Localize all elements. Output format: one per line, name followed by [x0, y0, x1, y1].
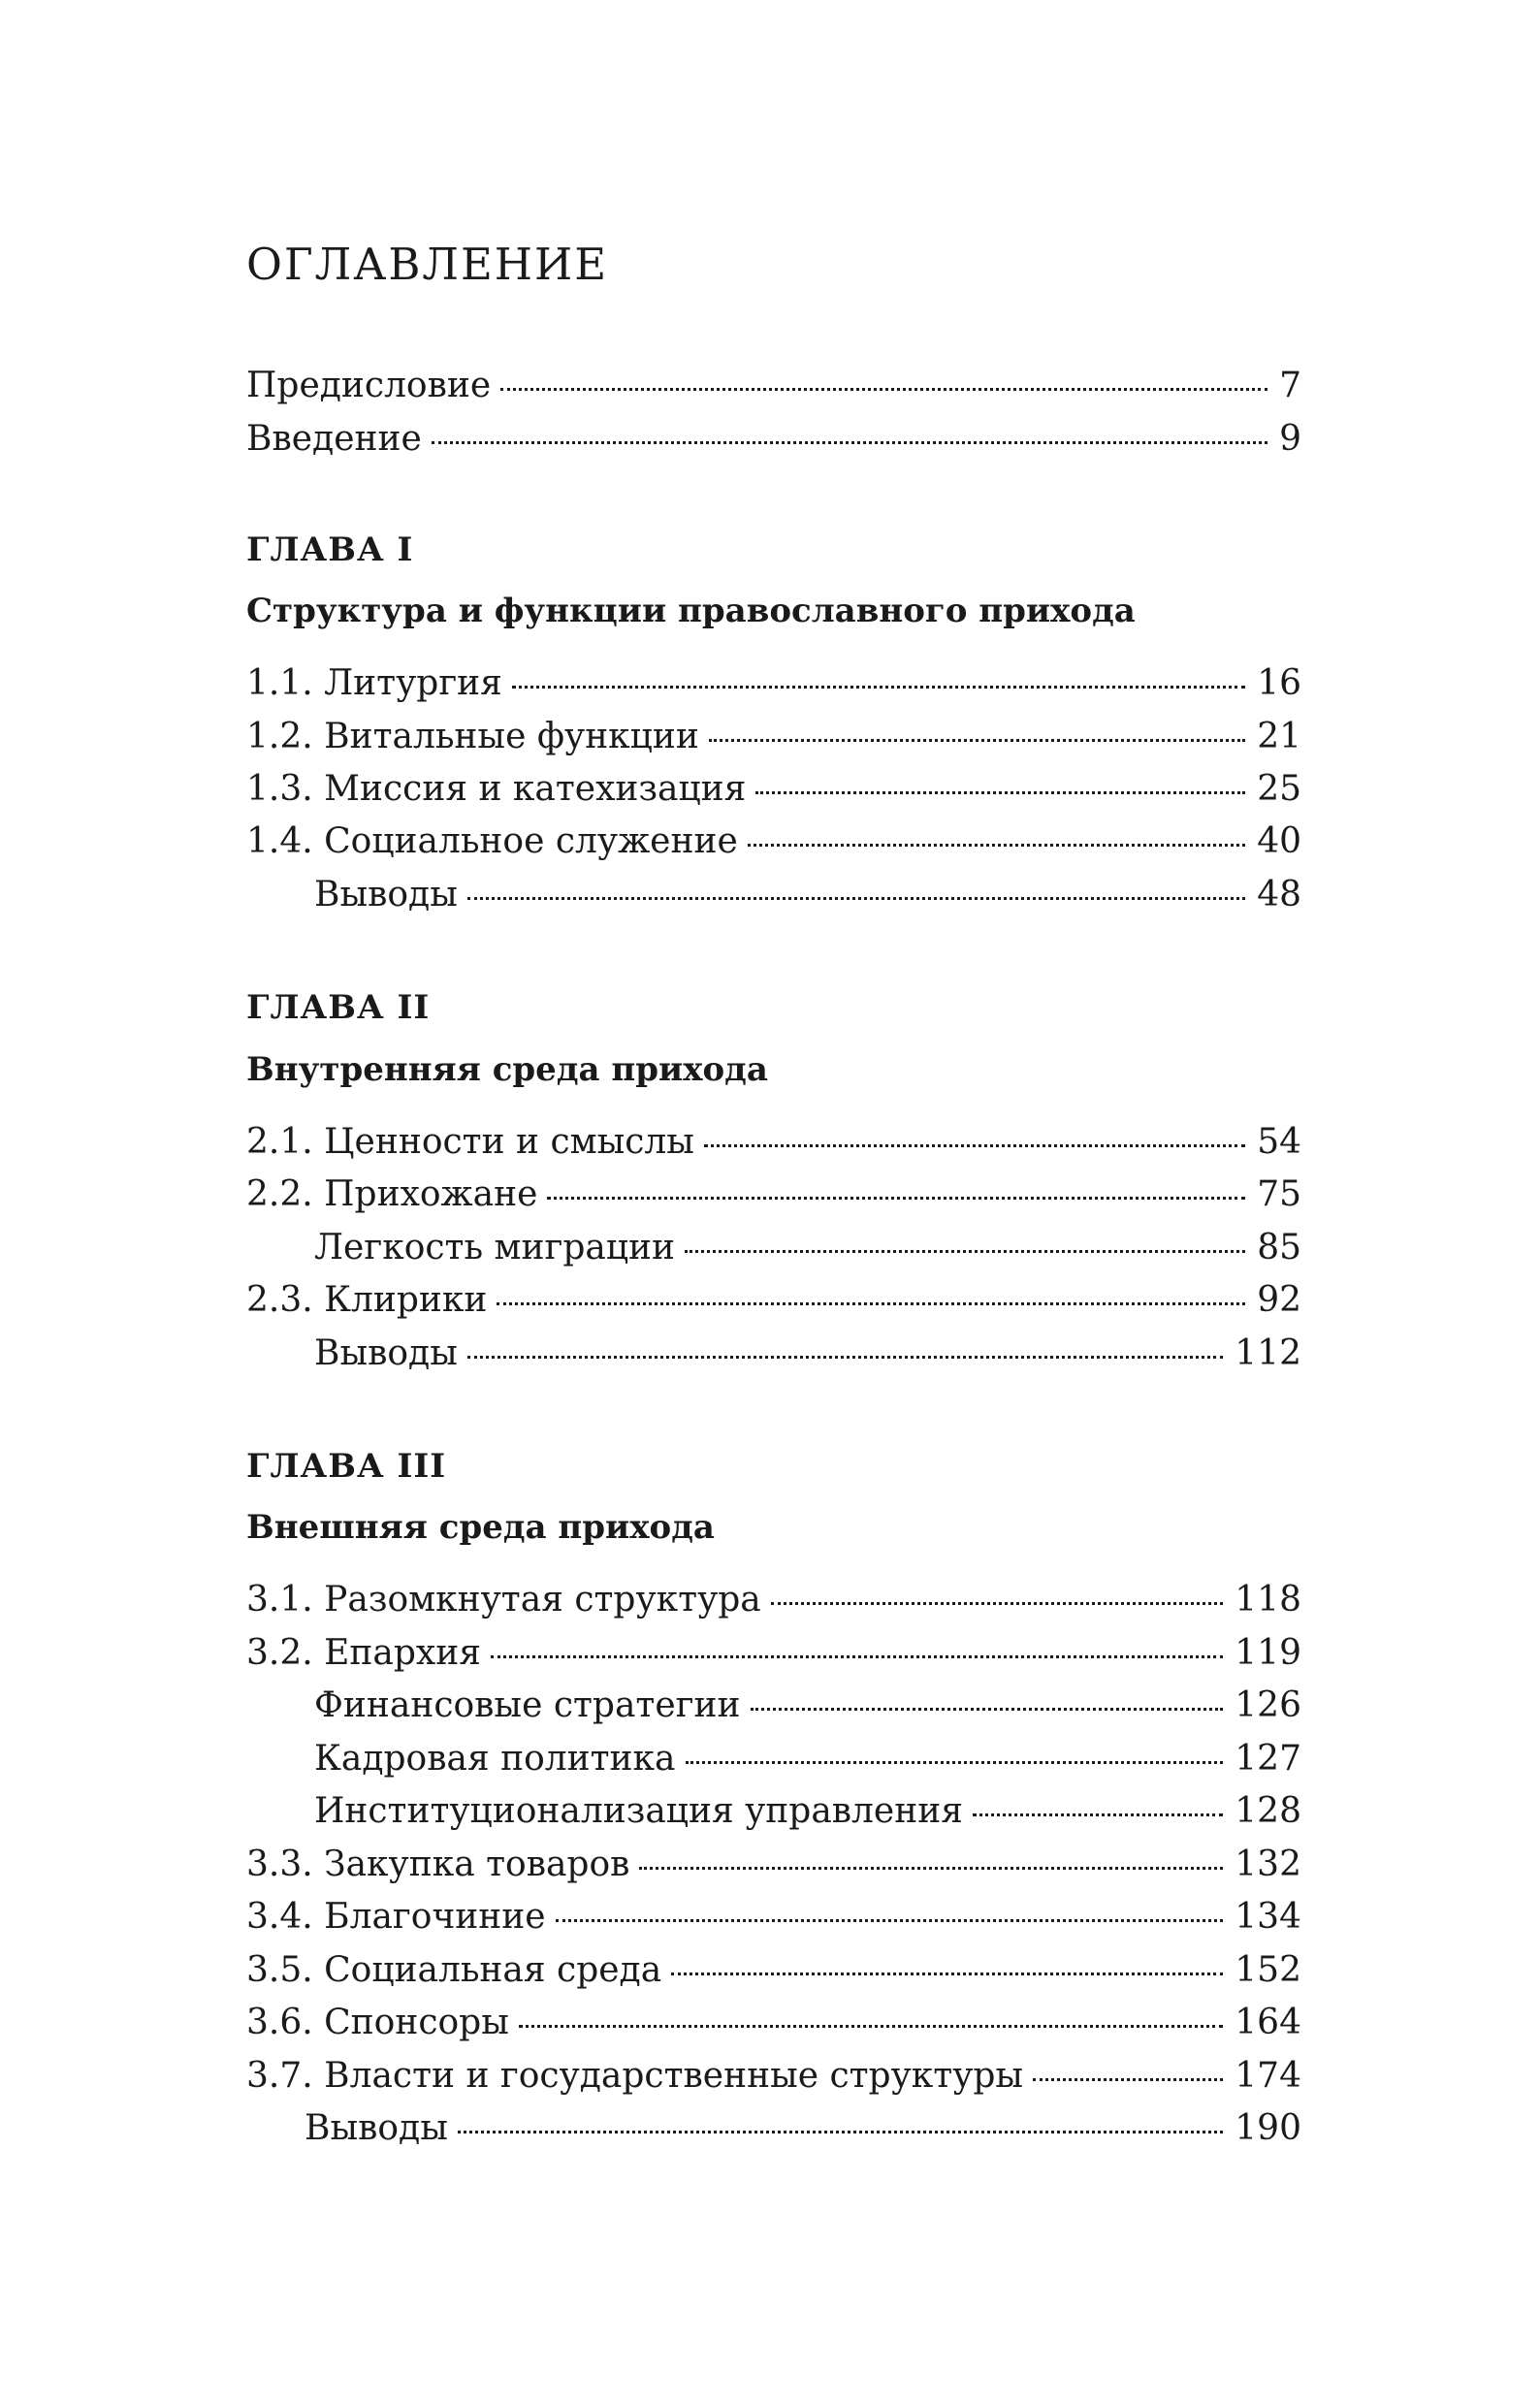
dot-leader	[771, 1602, 1224, 1605]
toc-entry[interactable]	[246, 1684, 1301, 1727]
dot-leader	[973, 1813, 1223, 1816]
chapter-title: Внешняя среда прихода	[246, 1508, 715, 1547]
toc-entry[interactable]	[246, 1579, 1301, 1621]
toc-entry-page: 174	[1235, 2056, 1301, 2096]
dot-leader	[467, 1356, 1223, 1359]
toc-entry[interactable]	[246, 2002, 1301, 2044]
toc-entry-label: 3.6. Спонсоры	[246, 2003, 509, 2042]
toc-entry[interactable]	[246, 1896, 1301, 1939]
toc-entry[interactable]	[246, 1949, 1301, 1992]
dot-leader	[709, 739, 1245, 742]
toc-entry-label: Финансовые стратегии	[314, 1685, 741, 1725]
toc-entry[interactable]	[246, 1332, 1301, 1375]
dot-leader	[547, 1197, 1245, 1200]
toc-entry-label: 3.3. Закупка товаров	[246, 1845, 630, 1884]
toc-entry-label: Выводы	[314, 1333, 458, 1373]
toc-entry[interactable]	[246, 2055, 1301, 2098]
chapter-label: ГЛАВА III	[246, 1447, 447, 1486]
toc-entry[interactable]	[246, 662, 1301, 705]
toc-entry-page: 164	[1235, 2003, 1301, 2042]
chapter-label: ГЛАВА I	[246, 530, 414, 569]
toc-entry-page: 92	[1257, 1280, 1301, 1320]
toc-entry[interactable]	[246, 1844, 1301, 1886]
chapter-label: ГЛАВА II	[246, 988, 431, 1027]
dot-leader	[704, 1144, 1245, 1147]
toc-entry-page: 126	[1235, 1685, 1301, 1725]
toc-entry-label: Выводы	[305, 2108, 448, 2148]
toc-entry-page: 85	[1257, 1228, 1301, 1267]
dot-leader	[519, 2025, 1223, 2028]
toc-entry-page: 132	[1235, 1845, 1301, 1884]
toc-entry-label: 3.5. Социальная среда	[246, 1950, 662, 1990]
dot-leader	[458, 2131, 1223, 2133]
dot-leader	[751, 1708, 1224, 1711]
toc-entry-page: 16	[1257, 663, 1301, 703]
toc-entry-page: 118	[1235, 1580, 1301, 1620]
dot-leader	[432, 441, 1267, 444]
toc-entry-page: 128	[1235, 1791, 1301, 1831]
dot-leader	[686, 1761, 1224, 1764]
toc-entry-label: 2.3. Клирики	[246, 1280, 488, 1320]
toc-entry-label: 2.1. Ценности и смыслы	[246, 1122, 694, 1162]
toc-entry[interactable]	[246, 1173, 1301, 1216]
toc-entry-label: Кадровая политика	[314, 1739, 676, 1779]
toc-entry-page: 152	[1235, 1950, 1301, 1990]
toc-entry[interactable]	[246, 768, 1301, 811]
dot-leader	[1033, 2078, 1223, 2081]
toc-entry-page: 54	[1257, 1122, 1301, 1162]
toc-entry-label: 3.1. Разомкнутая структура	[246, 1580, 761, 1620]
toc-entry-label: 3.2. Епархия	[246, 1633, 481, 1673]
dot-leader	[467, 897, 1245, 900]
toc-entry-label: 1.3. Миссия и катехизация	[246, 769, 747, 809]
toc-entry-label: Выводы	[314, 875, 458, 914]
chapter-title: Внутренняя среда прихода	[246, 1050, 768, 1089]
toc-entry[interactable]	[246, 874, 1301, 916]
toc-entry-label: Легкость миграции	[314, 1228, 676, 1267]
toc-entry-page: 112	[1235, 1333, 1301, 1373]
toc-entry-page: 119	[1235, 1633, 1301, 1673]
dot-leader	[491, 1655, 1223, 1658]
dot-leader	[500, 388, 1267, 391]
toc-entry[interactable]	[246, 1279, 1301, 1322]
toc-entry-label: Институционализация управления	[314, 1791, 963, 1831]
toc-entry-label: Предисловие	[246, 366, 492, 405]
toc-entry-label: 2.2. Прихожане	[246, 1174, 538, 1214]
toc-entry-page: 190	[1235, 2108, 1301, 2148]
toc-entry-introduction[interactable]	[246, 418, 1301, 461]
toc-entry-label: 3.7. Власти и государственные структуры	[246, 2056, 1024, 2096]
toc-entry-page: 48	[1257, 875, 1301, 914]
toc-entry-preface[interactable]	[246, 365, 1301, 407]
dot-leader	[497, 1302, 1245, 1305]
toc-entry-page: 21	[1257, 717, 1301, 756]
toc-entry[interactable]	[246, 1738, 1301, 1780]
toc-entry-label: 1.1. Литургия	[246, 663, 502, 703]
toc-entry-label: 1.4. Социальное служение	[246, 821, 738, 861]
toc-entry-page: 7	[1279, 366, 1301, 405]
toc-entry-page: 25	[1257, 769, 1301, 809]
toc-entry-label: 1.2. Витальные функции	[246, 717, 699, 756]
toc-entry[interactable]	[246, 716, 1301, 758]
toc-entry[interactable]	[246, 1632, 1301, 1675]
toc-entry[interactable]	[246, 1790, 1301, 1833]
toc-title: ОГЛАВЛЕНИЕ	[246, 239, 609, 290]
dot-leader	[556, 1919, 1224, 1922]
toc-entry[interactable]	[246, 820, 1301, 863]
dot-leader	[671, 1973, 1223, 1975]
toc-entry[interactable]	[246, 2107, 1301, 2150]
dot-leader	[685, 1250, 1245, 1253]
toc-entry[interactable]	[246, 1227, 1301, 1269]
toc-entry-page: 134	[1235, 1897, 1301, 1937]
toc-entry-label: Введение	[246, 419, 422, 459]
dot-leader	[748, 844, 1245, 847]
chapter-title: Структура и функции православного прихода	[246, 592, 1136, 630]
dot-leader	[755, 791, 1245, 794]
toc-entry[interactable]	[246, 1121, 1301, 1164]
toc-entry-page: 40	[1257, 821, 1301, 861]
dot-leader	[639, 1867, 1223, 1870]
toc-entry-page: 9	[1279, 419, 1301, 459]
toc-entry-page: 127	[1235, 1739, 1301, 1779]
dot-leader	[512, 686, 1245, 689]
toc-entry-page: 75	[1257, 1174, 1301, 1214]
toc-entry-label: 3.4. Благочиние	[246, 1897, 546, 1937]
